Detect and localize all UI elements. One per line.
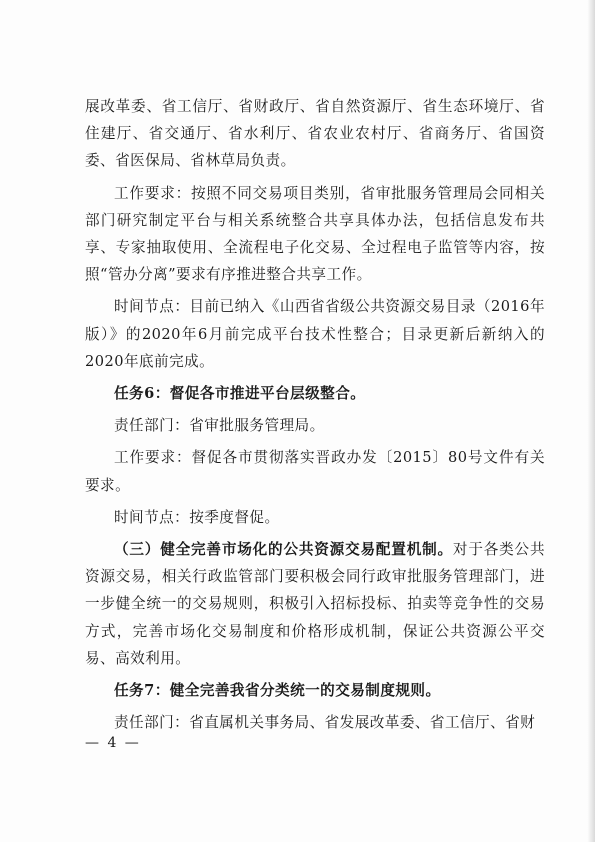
paragraph-work-requirements: 工作要求：按照不同交易项目类别，省审批服务管理局会同相关部门研究制定平台与相关系统整合共享具体办法，包括信息发布共享、专家抽取使用、全流程电子化交易、全过程电子监管等内容，按照“管办分离”要求有序推进整合共享工作。 (85, 184, 545, 284)
section-three-heading: （三）健全完善市场化的公共资源交易配置机制。 (114, 541, 453, 559)
task-6-responsible-department: 责任部门：省审批服务管理局。 (114, 417, 325, 435)
scan-edge-shadow (587, 0, 595, 842)
task-6-time-node: 时间节点：按季度督促。 (114, 508, 280, 526)
task-6-heading: 任务6：督促各市推进平台层级整合。 (114, 385, 366, 403)
paragraph-responsible-departments-continued: 展改革委、省工信厅、省财政厅、省自然资源厅、省生态环境厅、省住建厅、省交通厅、省水利厅、省农业农村厅、省商务厅、省国资委、省医保局、省林草局负责。 (85, 98, 545, 170)
paragraph-time-node: 时间节点：目前已纳入《山西省省级公共资源交易目录（2016年版）》的2020年6月前完成平台技术性整合；目录更新后新纳入的2020年底前完成。 (85, 298, 545, 370)
task-7-heading: 任务7：健全完善我省分类统一的交易制度规则。 (114, 682, 441, 700)
section-three-body: 对于各类公共资源交易，相关行政监管部门要积极会同行政审批服务管理部门，进一步健全统一的交易规则，积极引入招标投标、拍卖等竞争性的交易方式，完善市场化交易制度和价格形成机制，保证公共资源公平交易、高效利用。 (85, 541, 545, 667)
document-body (85, 93, 545, 741)
section-three-paragraph (85, 536, 545, 672)
task-7-responsible-department: 责任部门：省直属机关事务局、省发展改革委、省工信厅、省财 (114, 714, 536, 732)
task-6-work-requirements: 工作要求：督促各市贯彻落实晋政办发〔2015〕80号文件有关要求。 (85, 449, 545, 494)
page-number: — 4 — (85, 735, 141, 751)
